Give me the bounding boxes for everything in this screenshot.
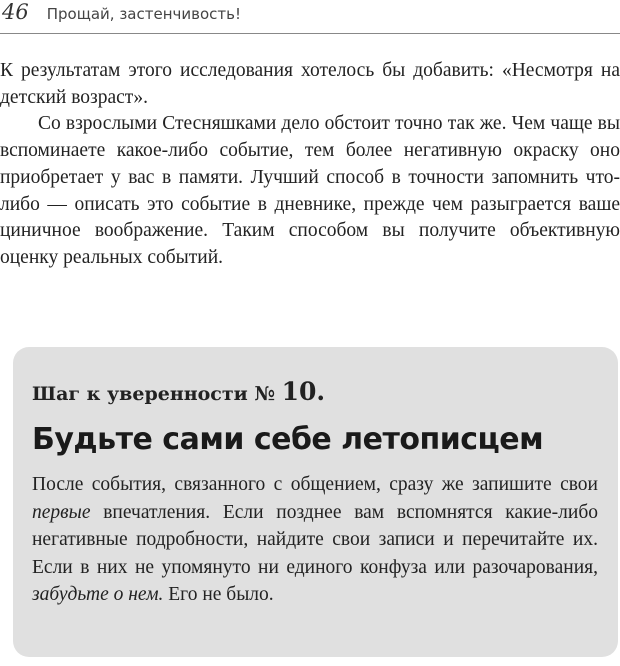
callout-text-part-3: Его не было.: [163, 584, 274, 605]
step-callout-box: [13, 347, 618, 657]
step-label: Шаг к уверенности №: [32, 383, 282, 405]
running-title: Прощай, застенчивость!: [46, 5, 241, 23]
paragraph-1: К результатам этого исследования хотелось бы добавить: «Несмотря на детский возраст».: [0, 60, 620, 108]
step-number: 10.: [281, 377, 326, 406]
page-header: [2, 0, 618, 26]
paragraph-2: Со взрослыми Стесняшками дело обстоит точно так же. Чем чаще вы вспоминаете какое-либо событие, тем более негативную окраску оно приобретает у вас в памяти. Лучший способ в точности запомнить что-либо — описать это событие в дневнике, прежде чем разыграется ваше циничное воображение. Таким способом вы получите объективную оценку реальных событий.: [0, 113, 620, 268]
main-text: [0, 58, 620, 272]
step-title: [32, 377, 598, 406]
step-heading: Будьте сами себе летописцем: [32, 422, 544, 457]
callout-text-part-2: впечатления. Если позднее вам вспомнятся какие-либо негативные подробности, найдите свои записи и перечитайте их. Если в них не упомянуто ни единого конфуза или разочарования,: [32, 501, 598, 578]
page-number: 46: [2, 0, 29, 24]
callout-text: [32, 471, 598, 609]
callout-text-part-1: После события, связанного с общением, сразу же запишите свои: [32, 474, 598, 495]
callout-emphasis-2: забудьте о нем.: [32, 584, 164, 605]
header-divider: [0, 33, 620, 34]
callout-emphasis-1: первые: [32, 501, 91, 523]
